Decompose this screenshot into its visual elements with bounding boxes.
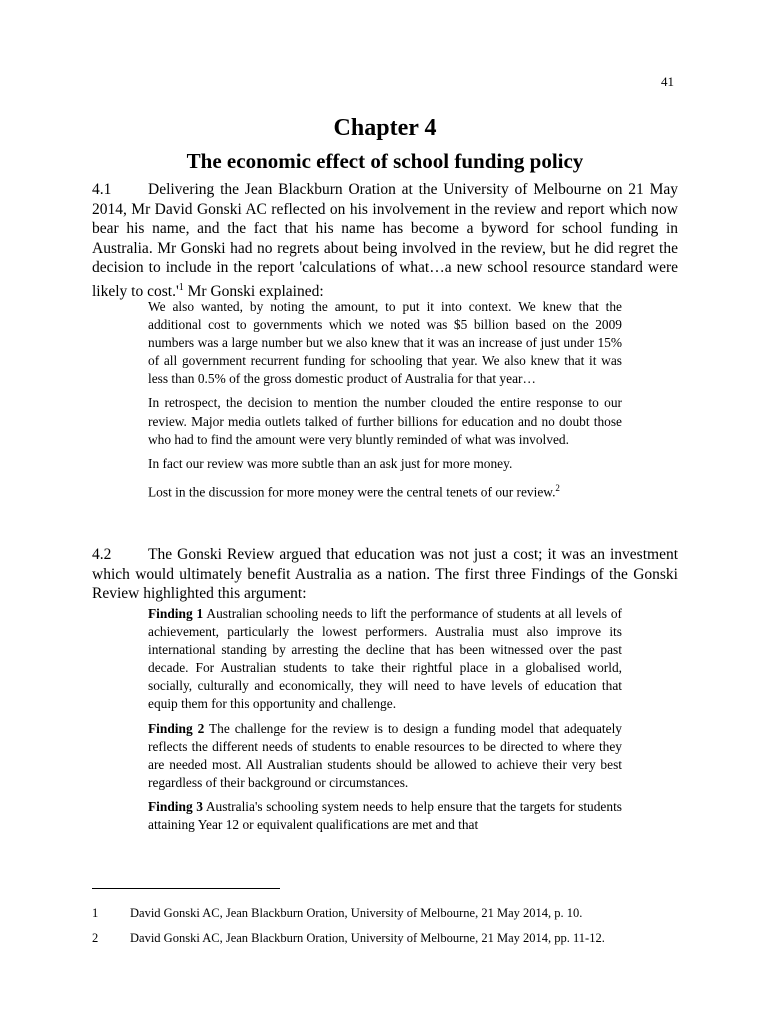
finding-2 (148, 720, 622, 792)
footnote-text: David Gonski AC, Jean Blackburn Oration, University of Melbourne, 21 May 2014, pp. 11-12. (130, 931, 605, 945)
footnote-number: 1 (92, 906, 99, 920)
finding-label: Finding 3 (148, 798, 203, 814)
finding-3 (148, 798, 622, 834)
chapter-label: Chapter 4 (333, 115, 437, 141)
paragraph-4-2 (92, 545, 678, 604)
footnote-1 (92, 905, 692, 921)
footnote-text: David Gonski AC, Jean Blackburn Oration, University of Melbourne, 21 May 2014, p. 10. (130, 906, 583, 920)
footnote-number: 2 (92, 931, 99, 945)
finding-label: Finding 2 (148, 720, 205, 736)
page-number: 41 (661, 74, 674, 89)
block-quote (148, 298, 622, 507)
paragraph-text-continued: Mr Gonski explained: (183, 282, 324, 300)
paragraph-number: 4.2 (92, 546, 112, 563)
quote-paragraph: We also wanted, by noting the amount, to put it into context. We knew that the additional cost to governments which we noted was $5 billion based on the 2009 numbers was a large number but we also knew that it was an increase of just under 15% of all government recurrent funding for schooling that year. We also knew that it was less than 0.5% of the gross domestic product of Australia for that year… (148, 299, 622, 387)
quote-paragraph (148, 479, 622, 502)
finding-text: Australia's schooling system needs to help ensure that the targets for students attaining Year 12 or equivalent qualifications are met and that (148, 798, 622, 833)
finding-label: Finding 1 (148, 606, 204, 621)
finding-text: Australian schooling needs to lift the performance of students at all levels of achievement, particularly the lowest performers. Australia must also improve its international standing by arresting the decline that has been witnessed over the past decade. For Australian students to take their rightful place in a globalised world, socially, culturally and economically, they will need to have levels of education that equip them for this opportunity and challenge. (148, 606, 622, 712)
footnote-reference: 1 (178, 281, 184, 293)
chapter-title: The economic effect of school funding policy (186, 149, 584, 173)
findings-quote (148, 605, 622, 840)
paragraph-text: The Gonski Review argued that education was not just a cost; it was an investment which would ultimately benefit Australia as a nation. The first three Findings of the Gonski Review highlighted this argument: (92, 546, 678, 602)
quote-paragraph: In retrospect, the decision to mention the number clouded the entire response to our review. Major media outlets talked of further billions for education and no doubt those who had to find the amount were very bluntly reminded of what was involved. (148, 395, 622, 447)
paragraph-text: Delivering the Jean Blackburn Oration at the University of Melbourne on 21 May 2014, Mr David Gonski AC reflected on his involvement in the review and report which now bear his name, and the fact that his name has become a byword for school funding in Australia. Mr Gonski had no regrets about being involved in the review, but he did regret the decision to include in the report 'calculations of what…a new school resource standard were likely to cost.' (92, 181, 678, 300)
quote-paragraph: In fact our review was more subtle than an ask just for more money. (148, 455, 513, 471)
finding-text: The challenge for the review is to design a funding model that adequately reflects the different needs of students to enable resources to be directed to where they are needed most. All Australian students should be allowed to achieve their very best regardless of their background or circumstances. (148, 720, 622, 790)
quote-text: Lost in the discussion for more money were the central tenets of our review. (148, 484, 556, 500)
paragraph-4-1 (92, 180, 678, 301)
footnote-reference: 2 (555, 482, 560, 493)
paragraph-number: 4.1 (92, 181, 112, 198)
footnote-divider (92, 888, 280, 889)
footnote-2 (92, 930, 692, 946)
finding-1 (148, 605, 622, 714)
